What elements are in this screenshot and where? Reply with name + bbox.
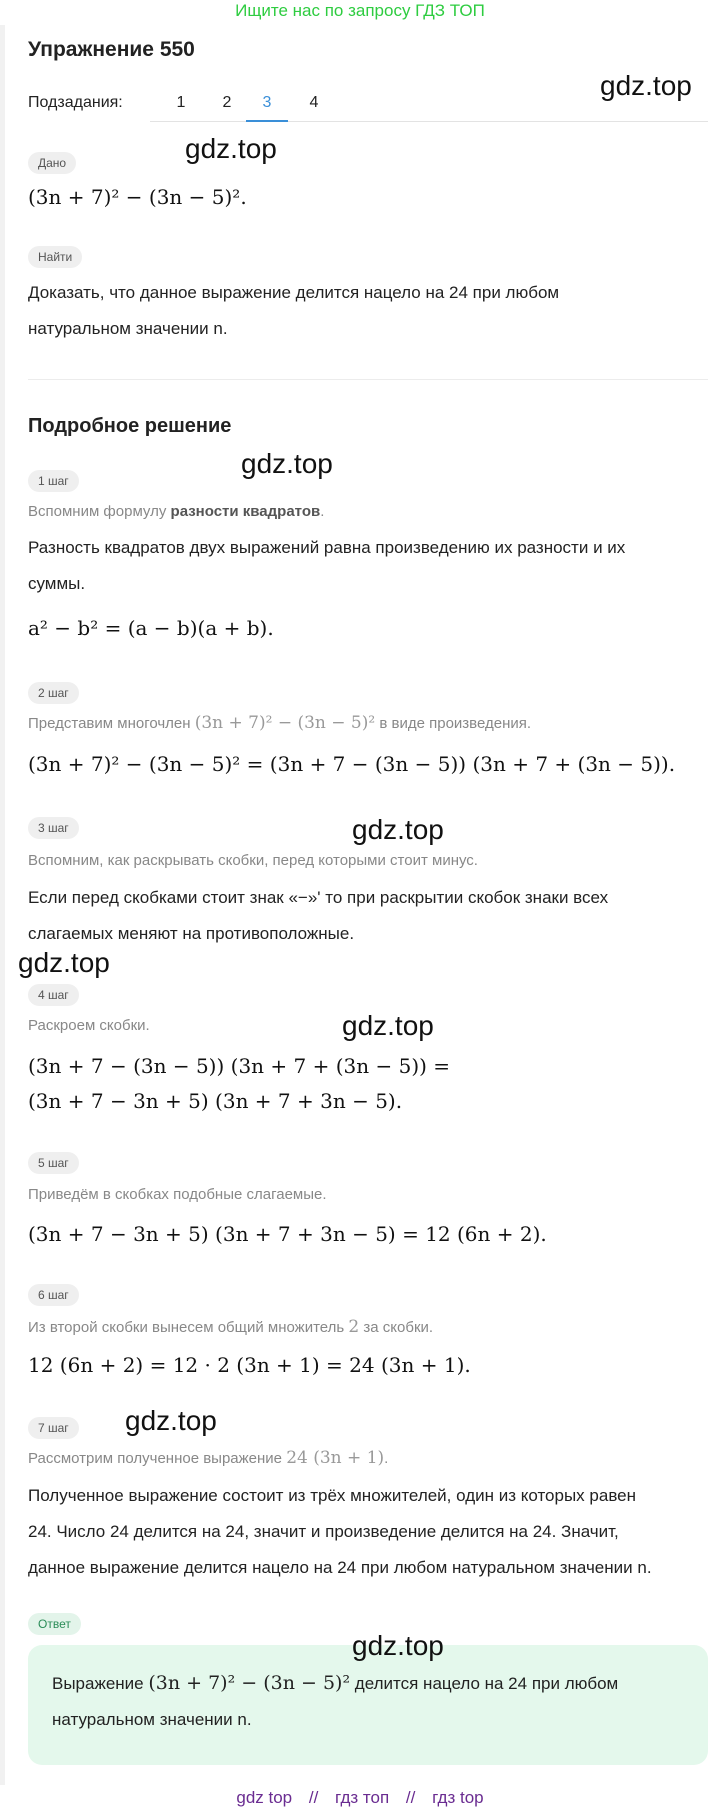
watermark: gdz.top <box>352 814 444 845</box>
tab-2[interactable]: 2 <box>222 94 232 111</box>
answer-box <box>28 1645 708 1765</box>
step-1-pill: 1 шаг <box>28 470 79 492</box>
footer-link-1[interactable]: gdz top <box>236 1788 293 1807</box>
solution-title: Подробное решение <box>28 415 232 437</box>
footer-separator: // <box>308 1788 319 1807</box>
watermark: gdz.top <box>125 1405 217 1436</box>
footer-separator: // <box>405 1788 416 1807</box>
step-1-text-line2: суммы. <box>28 574 86 593</box>
footer-link-3[interactable]: гдз top <box>432 1788 484 1807</box>
tabs-line <box>150 121 708 122</box>
step-4-pill: 4 шаг <box>28 984 79 1006</box>
search-banner: Ищите нас по запросу ГДЗ ТОП <box>235 1 485 20</box>
answer-text: Выражение (3n + 7)² − (3n − 5)² делится нацело на 24 при любом натуральном значении n. <box>52 1672 619 1729</box>
step-7-text-line2: 24. Число 24 делится на 24, значит и произведение делится на 24. Значит, <box>28 1522 619 1541</box>
step-2-pill: 2 шаг <box>28 682 79 704</box>
tab-1[interactable]: 1 <box>176 94 186 111</box>
given-expression: (3n + 7)² − (3n − 5)². <box>28 185 247 209</box>
step-6-pill: 6 шаг <box>28 1284 79 1306</box>
watermark: gdz.top <box>241 448 333 479</box>
answer-pill: Ответ <box>28 1613 81 1635</box>
watermark: gdz.top <box>342 1010 434 1041</box>
step-3-pill: 3 шаг <box>28 817 79 839</box>
step-2-expression: (3n + 7)² − (3n − 5)² = (3n + 7 − (3n − 5)) (3n + 7 + (3n − 5)). <box>28 752 676 776</box>
step-1-hint: Вспомним формулу разности квадратов. <box>28 503 325 520</box>
step-3-text-line2: слагаемых меняют на противоположные. <box>28 924 355 943</box>
step-5-hint: Приведём в скобках подобные слагаемые. <box>28 1186 327 1203</box>
step-7-text-line1: Полученное выражение состоит из трёх множителей, один из которых равен <box>28 1486 636 1505</box>
subtask-tabs-label: Подзадания: <box>28 94 123 111</box>
step-7-text-line3: данное выражение делится нацело на 24 при любом натуральном значении n. <box>28 1558 652 1577</box>
given-pill: Дано <box>28 152 76 174</box>
active-tab-underline <box>246 120 288 122</box>
step-5-pill: 5 шаг <box>28 1152 79 1174</box>
footer-link-2[interactable]: гдз топ <box>335 1788 390 1807</box>
find-pill: Найти <box>28 246 82 268</box>
step-1-text-line1: Разность квадратов двух выражений равна произведению их разности и их <box>28 538 626 557</box>
step-6-expression: 12 (6n + 2) = 12 · 2 (3n + 1) = 24 (3n + 1). <box>28 1353 471 1377</box>
divider <box>28 379 708 380</box>
step-4-hint: Раскроем скобки. <box>28 1017 150 1034</box>
find-text-line2: натуральном значении n. <box>28 319 228 338</box>
step-7-pill: 7 шаг <box>28 1417 79 1439</box>
step-3-text-line1: Если перед скобками стоит знак «−»' то при раскрытии скобок знаки всех <box>28 888 609 907</box>
step-4-expression-line1: (3n + 7 − (3n − 5)) (3n + 7 + (3n − 5)) = <box>28 1054 451 1078</box>
step-7-hint: Рассмотрим полученное выражение 24 (3n + 1). <box>28 1448 389 1468</box>
page-title: Упражнение 550 <box>28 38 195 61</box>
step-2-hint: Представим многочлен (3n + 7)² − (3n − 5)² в виде произведения. <box>28 713 532 733</box>
footer <box>0 1788 720 1808</box>
watermark: gdz.top <box>352 1630 444 1661</box>
step-4-expression-line2: (3n + 7 − 3n + 5) (3n + 7 + 3n − 5). <box>28 1089 403 1113</box>
watermark: gdz.top <box>600 70 692 101</box>
step-1-formula: a² − b² = (a − b)(a + b). <box>28 616 274 640</box>
left-border <box>0 25 5 1785</box>
find-text-line1: Доказать, что данное выражение делится нацело на 24 при любом <box>28 283 560 302</box>
tab-4[interactable]: 4 <box>309 94 319 111</box>
watermark: gdz.top <box>18 947 110 978</box>
watermark: gdz.top <box>185 133 277 164</box>
step-5-expression: (3n + 7 − 3n + 5) (3n + 7 + 3n − 5) = 12 (6n + 2). <box>28 1222 547 1246</box>
step-3-hint: Вспомним, как раскрывать скобки, перед которыми стоит минус. <box>28 852 478 869</box>
tab-3[interactable]: 3 <box>262 94 272 111</box>
step-6-hint: Из второй скобки вынесем общий множитель 2 за скобки. <box>28 1317 434 1337</box>
